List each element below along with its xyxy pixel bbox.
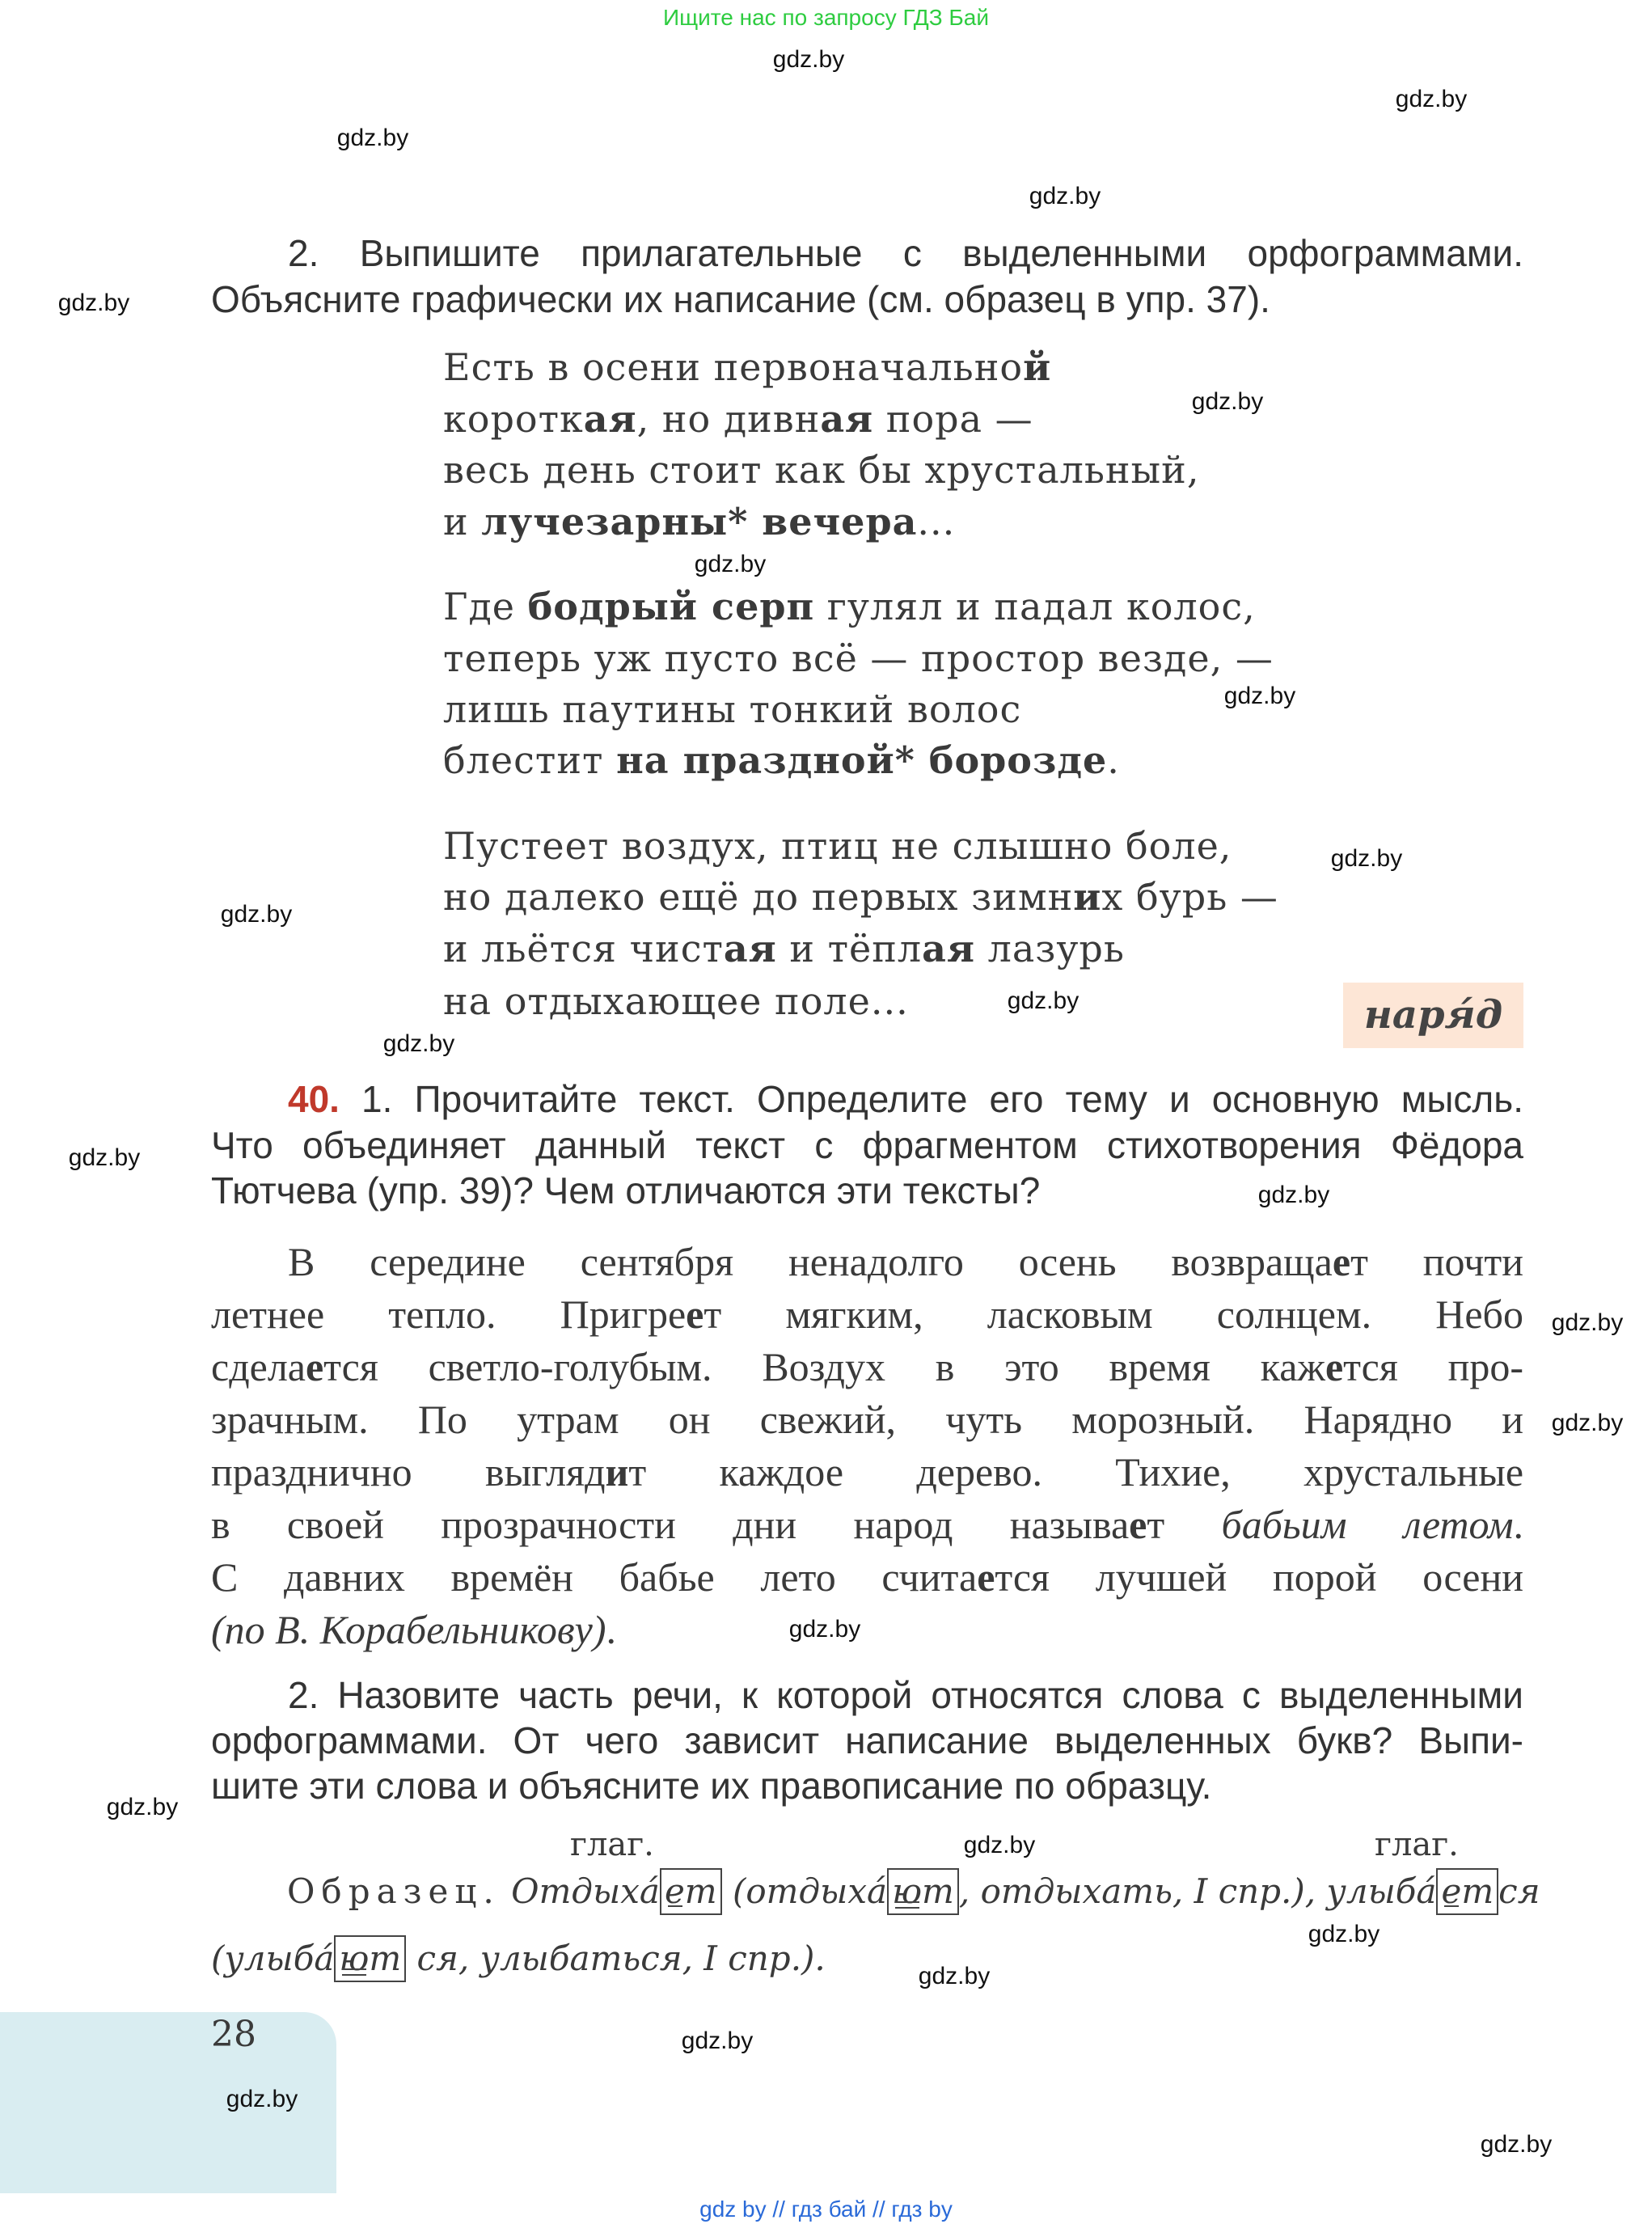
exercise40-task1-line (211, 1076, 1523, 1122)
exercise-number: 40. (288, 1078, 340, 1120)
watermark: gdz.by (68, 1144, 141, 1171)
sample-label: Образец. (287, 1871, 501, 1911)
poem-line (443, 977, 909, 1025)
highlighted-text: ая (922, 927, 975, 970)
text-segment: теперь уж пусто всё — простор везде, — (443, 636, 1274, 680)
highlighted-text: е (1332, 1239, 1351, 1284)
text-segment: т каждое дерево. Тихие, хрустальные (628, 1449, 1524, 1495)
ending-box: ет (660, 1868, 722, 1915)
poem-line (443, 497, 955, 546)
text-segment: пора — (873, 397, 1033, 441)
watermark: gdz.by (681, 2027, 754, 2054)
text-segment: в своей прозрачности дни народ называ (211, 1502, 1130, 1547)
page-number: 28 (211, 2014, 256, 2055)
text-segment: блестит (443, 738, 617, 782)
highlighted-text: бодрый серп (527, 585, 815, 628)
part-of-speech-label: глаг. (1375, 1826, 1459, 1863)
watermark: gdz.by (57, 290, 130, 316)
watermark: gdz.by (220, 901, 293, 928)
highlighted-text: ая (820, 397, 874, 441)
text-segment: ... (917, 500, 956, 543)
watermark: gdz.by (694, 551, 767, 577)
text-segment: зрачным. По утрам он свежий, чуть морозный. Нарядно и (211, 1397, 1523, 1442)
watermark: gdz.by (1480, 2131, 1553, 2158)
highlighted-text: е (977, 1554, 995, 1600)
exercise40-task1-line: Тютчева (упр. 39)? Чем отличаются эти тексты? (211, 1169, 1041, 1211)
watermark: gdz.by (336, 125, 409, 151)
watermark: gdz.by (106, 1794, 179, 1820)
watermark: gdz.by (1007, 987, 1080, 1014)
highlighted-text: ая (583, 397, 637, 441)
ending-box: ют (334, 1935, 406, 1982)
text-segment: лазурь (974, 927, 1125, 970)
highlighted-text: е (1325, 1344, 1344, 1389)
text-line (211, 1398, 1523, 1440)
sample-word-stem: улыба́ (1326, 1871, 1437, 1911)
poem-line (443, 446, 1199, 494)
highlighted-text: и (1073, 875, 1102, 919)
text-segment: и льётся чист (443, 927, 724, 970)
text-segment: летнее тепло. Пригре (211, 1292, 687, 1337)
text-segment: сдела (211, 1344, 306, 1389)
text-segment: на отдыхающее поле... (443, 979, 909, 1023)
sample-word-stem: Отдыха́ (511, 1871, 660, 1911)
watermark: gdz.by (1029, 183, 1101, 209)
exercise40-task2-line: 2. Назовите часть речи, к которой относятся слова с выделенными (288, 1674, 1523, 1716)
text-segment: Где (443, 585, 528, 628)
watermark: gdz.by (1330, 845, 1403, 872)
highlighted-text: на праздной* борозде (616, 738, 1108, 782)
sample-infinitive: , отдыхать, I спр.), (958, 1871, 1316, 1911)
sample-word-stem: (отдыха́ (733, 1871, 888, 1911)
ending-box: ют (887, 1868, 959, 1915)
watermark: gdz.by (1191, 388, 1264, 415)
text-line (211, 1241, 1523, 1283)
watermark: gdz.by (1223, 683, 1296, 709)
text-segment: тся светло-голубым. Воздух в это время каж (323, 1344, 1325, 1389)
watermark: gdz.by (1551, 1309, 1624, 1336)
text-line (211, 1293, 1523, 1335)
highlighted-text: лучезарны* вечера (481, 500, 918, 543)
text-segment: гулял и падал колос, (814, 585, 1256, 628)
text-segment: тся про- (1343, 1344, 1523, 1389)
sample-line-2 (211, 1935, 826, 1982)
watermark: gdz.by (1308, 1921, 1380, 1947)
poem-line (443, 822, 1232, 870)
text-segment: . (606, 1607, 616, 1652)
part-of-speech-label: глаг. (570, 1826, 654, 1863)
task2-instruction-line: 2. Выпишите прилагательные с выделенными орфограммами. (288, 232, 1523, 274)
ending-box: ет (1436, 1868, 1498, 1915)
text-segment: . (1513, 1502, 1524, 1547)
exercise40-task2-line: шите эти слова и объясните их правописание по образцу. (211, 1765, 1212, 1807)
text-segment: и тёпл (776, 927, 923, 970)
text-segment: т мягким, ласковым солнцем. Небо (703, 1292, 1523, 1337)
text-segment: коротк (443, 397, 584, 441)
poem-line (443, 395, 1033, 443)
sample-line-1 (287, 1868, 1540, 1915)
footer-links[interactable]: gdz by // гдз бай // гдз by (699, 2197, 953, 2222)
italic-text: бабьим летом (1221, 1502, 1514, 1547)
highlighted-text: е (305, 1344, 324, 1389)
sample-word-stem: (улыба́ (211, 1939, 335, 1978)
watermark: gdz.by (382, 1030, 455, 1057)
header-ad-text: Ищите нас по запросу ГДЗ Бай (662, 5, 990, 30)
text-segment: тся лучшей порой осени (995, 1554, 1523, 1600)
highlighted-text: ая (723, 927, 777, 970)
highlighted-text: и (605, 1449, 629, 1495)
poem-line (443, 634, 1274, 683)
watermark: gdz.by (226, 2086, 298, 2112)
watermark: gdz.by (1257, 1182, 1330, 1208)
highlighted-text: е (1129, 1502, 1147, 1547)
text-segment: празднично выгляд (211, 1449, 606, 1495)
text-segment: С давних времён бабье лето счита (211, 1554, 978, 1600)
text-segment: В середине сентября ненадолго осень возвраща (288, 1239, 1333, 1284)
text-line (211, 1503, 1523, 1545)
task2-instruction-line: Объясните графически их написание (см. образец в упр. 37). (211, 278, 1270, 320)
highlighted-text: е (686, 1292, 704, 1337)
poem-line (443, 582, 1256, 631)
text-segment: Есть в осени первоначально (443, 345, 1024, 389)
sample-infinitive: ся, улыбаться, I спр.). (416, 1939, 826, 1978)
text-segment: лишь паутины тонкий волос (443, 687, 1022, 731)
text-line (211, 1609, 1523, 1651)
text-line (211, 1451, 1523, 1493)
text-segment: , но дивн (636, 397, 821, 441)
italic-text: (по В. Корабельникову) (211, 1607, 606, 1652)
exercise40-task2-line: орфограммами. От чего зависит написание выделенных букв? Выпи- (211, 1719, 1523, 1761)
poem-line (443, 736, 1120, 784)
poem-line (443, 924, 1125, 973)
text-segment: но далеко ещё до первых зимн (443, 875, 1074, 919)
text-segment: . (1107, 738, 1120, 782)
text-segment: весь день стоит как бы хрустальный, (443, 448, 1200, 492)
text-segment: Пустеет воздух, птиц не слышно боле, (443, 824, 1232, 868)
text-line (211, 1556, 1523, 1598)
vocabulary-word-card: наря́д (1343, 983, 1523, 1048)
text-segment: т (1147, 1502, 1222, 1547)
text-segment: х бурь — (1101, 875, 1278, 919)
watermark: gdz.by (918, 1963, 991, 1989)
watermark: gdz.by (788, 1616, 861, 1643)
text-line (211, 1346, 1523, 1388)
poem-line (443, 343, 1051, 391)
poem-line (443, 873, 1278, 921)
watermark: gdz.by (1395, 86, 1468, 112)
watermark: gdz.by (963, 1832, 1036, 1858)
text-segment: т почти (1350, 1239, 1523, 1284)
sample-suffix: ся (1498, 1871, 1540, 1911)
exercise40-task1-text: 1. Прочитайте текст. Определите его тему и основную мысль. (361, 1078, 1523, 1120)
exercise40-task1-line: Что объединяет данный текст с фрагментом стихотворения Фёдора (211, 1124, 1523, 1166)
watermark: gdz.by (1551, 1410, 1624, 1436)
watermark: gdz.by (772, 46, 845, 73)
poem-line (443, 685, 1021, 734)
text-segment: и (443, 500, 482, 543)
highlighted-text: й (1023, 345, 1052, 389)
